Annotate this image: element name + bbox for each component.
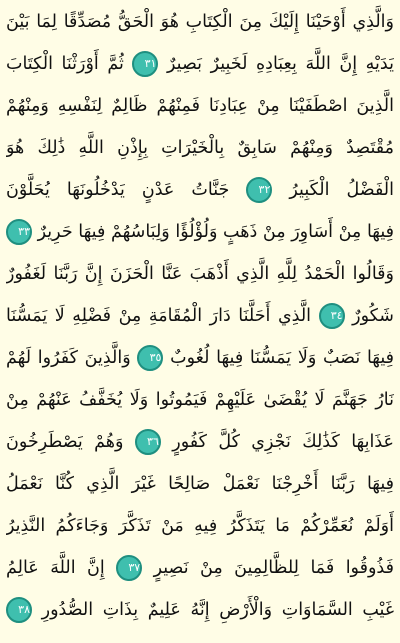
verse-line-5 [6, 170, 394, 210]
ayah-marker-32: ٣٢ [246, 177, 272, 203]
ayah-marker-38: ٣٨ [6, 597, 32, 623]
line-text: أَوَلَمْ نُعَمِّرْكُمْ مَا يَتَذَكَّرُ فِيهِ مَنْ تَذَكَّرَ وَجَاءَكُمُ النَّذِيرُ [6, 516, 394, 536]
verse-line-13 [6, 506, 394, 546]
line-text-tail: الَّذِي أَحَلَّنَا دَارَ الْمُقَامَةِ مِنْ فَضْلِهِ لَا يَمَسُّنَا [6, 306, 312, 326]
line-text: فِيهَا رَبَّنَا أَخْرِجْنَا نَعْمَلْ صَالِحًا غَيْرَ الَّذِي كُنَّا نَعْمَلُ [6, 474, 394, 494]
line-text-tail: وَهُمْ يَصْطَرِخُونَ [6, 432, 124, 452]
line-text: عَذَابِهَا كَذَٰلِكَ نَجْزِي كُلَّ كَفُورٍ [172, 432, 394, 452]
ayah-marker-34: ٣٤ [319, 303, 345, 329]
line-text-tail: جَنَّاتُ عَدْنٍ يَدْخُلُونَهَا يُحَلَّوْنَ [6, 180, 230, 200]
line-text: فِيهَا مِنْ أَسَاوِرَ مِنْ ذَهَبٍ وَلُؤْلُؤًا وَلِبَاسُهُمْ فِيهَا حَرِيرٌ [37, 222, 394, 242]
verse-line-1 [6, 2, 394, 42]
line-text: نَارُ جَهَنَّمَ لَا يُقْضَىٰ عَلَيْهِمْ فَيَمُوتُوا وَلَا يُخَفَّفُ عَنْهُمْ مِنْ [6, 390, 394, 410]
line-text: شَكُورٌ [352, 306, 394, 326]
verse-line-2 [6, 44, 394, 84]
line-text: وَالَّذِي أَوْحَيْنَا إِلَيْكَ مِنَ الْكِتَابِ هُوَ الْحَقُّ مُصَدِّقًا لِمَا بَيْنَ [6, 12, 394, 32]
verse-line-12 [6, 464, 394, 504]
verse-line-9 [6, 338, 394, 378]
ayah-marker-36: ٣٦ [135, 429, 161, 455]
verse-line-4 [6, 128, 394, 168]
line-text: فِيهَا نَصَبٌ وَلَا يَمَسُّنَا فِيهَا لُغُوبٌ [170, 348, 394, 368]
ayah-marker-35: ٣٥ [137, 345, 163, 371]
verse-line-15 [6, 590, 394, 630]
verse-line-6 [6, 212, 394, 252]
ayah-marker-33: ٣٣ [6, 219, 32, 245]
verse-line-8 [6, 296, 394, 336]
line-text: الْفَضْلُ الْكَبِيرُ [289, 180, 394, 200]
line-text-tail: وَالَّذِينَ كَفَرُوا لَهُمْ [6, 348, 131, 368]
line-text: مُقْتَصِدٌ وَمِنْهُمْ سَابِقٌ بِالْخَيْرَاتِ بِإِذْنِ اللَّهِ ذَٰلِكَ هُوَ [6, 138, 394, 158]
verse-line-11 [6, 422, 394, 462]
line-text: وَقَالُوا الْحَمْدُ لِلَّهِ الَّذِي أَذْهَبَ عَنَّا الْحَزَنَ إِنَّ رَبَّنَا لَغَفُورٌ [6, 264, 394, 284]
ayah-marker-31: ٣١ [132, 51, 158, 77]
line-text-tail: إِنَّ اللَّهَ عَالِمُ [6, 558, 105, 578]
line-text: غَيْبِ السَّمَاوَاتِ وَالْأَرْضِ إِنَّهُ عَلِيمٌ بِذَاتِ الصُّدُورِ [41, 600, 394, 620]
line-text: يَدَيْهِ إِنَّ اللَّهَ بِعِبَادِهِ لَخَبِيرٌ بَصِيرٌ [167, 54, 394, 74]
verse-line-10 [6, 380, 394, 420]
line-text: الَّذِينَ اصْطَفَيْنَا مِنْ عِبَادِنَا فَمِنْهُمْ ظَالِمٌ لِنَفْسِهِ وَمِنْهُمْ [6, 96, 394, 116]
verse-line-14 [6, 548, 394, 588]
line-text: فَذُوقُوا فَمَا لِلظَّالِمِينَ مِنْ نَصِيرٍ [153, 558, 394, 578]
ayah-marker-37: ٣٧ [116, 555, 142, 581]
line-text-tail: ثُمَّ أَوْرَثْنَا الْكِتَابَ [6, 54, 124, 74]
verse-line-7 [6, 254, 394, 294]
verse-line-3 [6, 86, 394, 126]
